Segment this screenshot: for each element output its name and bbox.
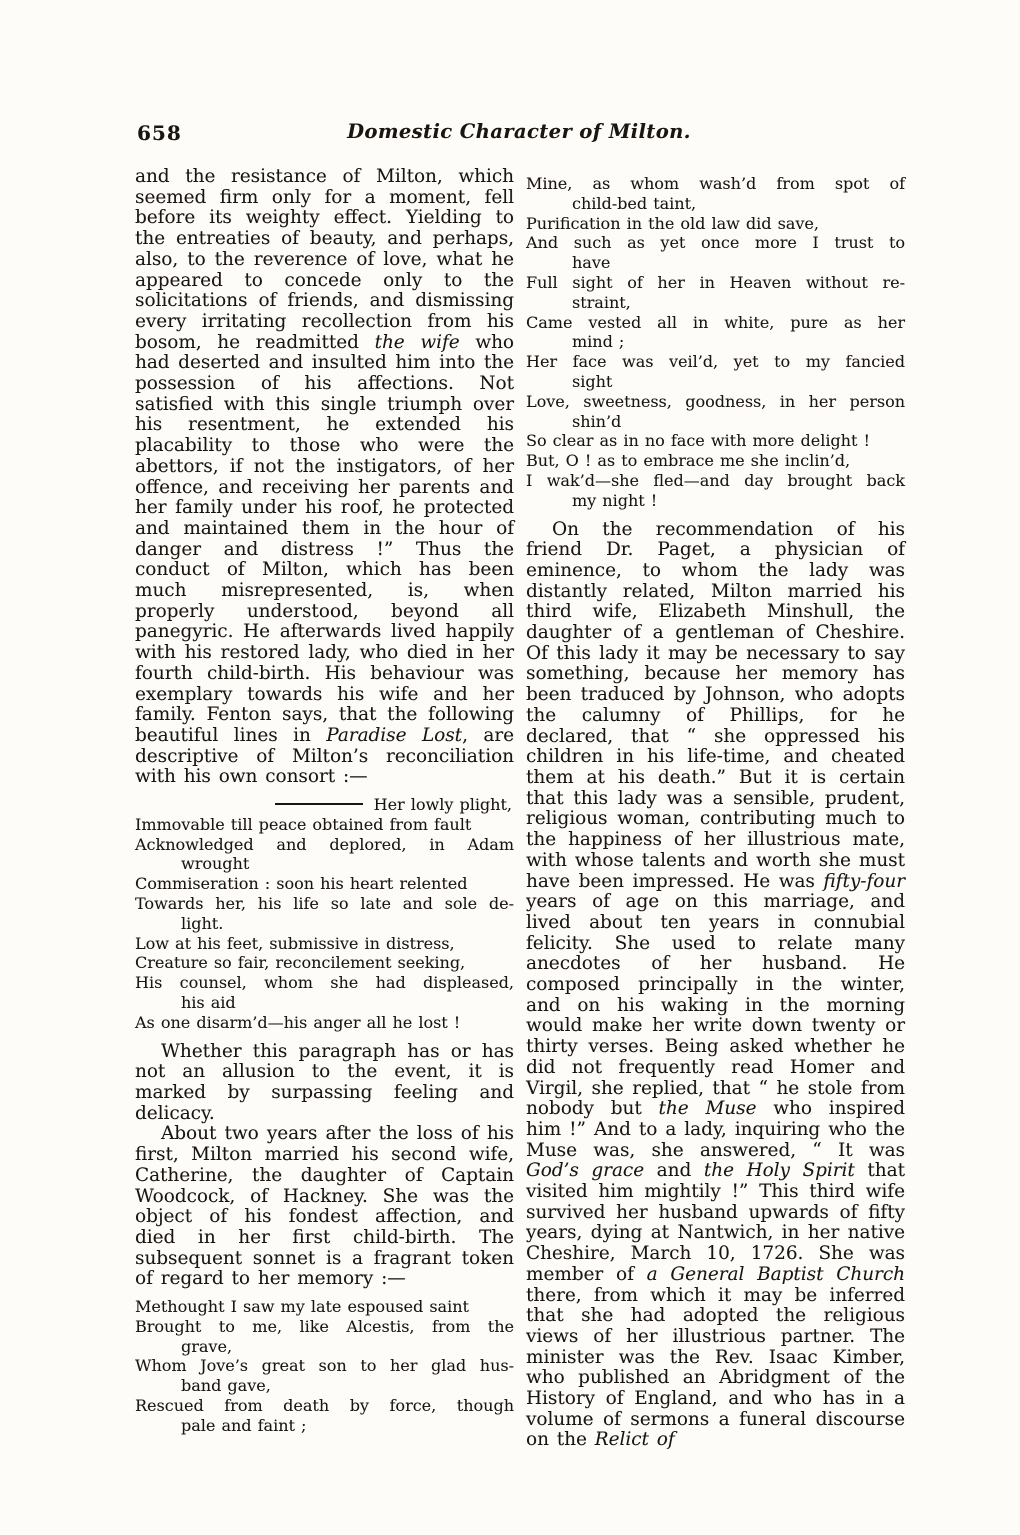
poem-line: his aid (181, 993, 236, 1013)
running-title: Domestic Character of Milton. (347, 120, 691, 143)
poem-line: grave, (181, 1336, 233, 1356)
poem-line: mind ; (572, 332, 625, 352)
poem-line: Brought to me, like Alcestis, from the (135, 1316, 514, 1336)
poem-line: Full sight of her in Heaven without re- (526, 272, 905, 292)
poem-line: His counsel, whom she had displeased, (135, 973, 514, 993)
page-number: 658 (137, 121, 182, 145)
text-body (135, 167, 905, 1451)
poem-line: Mine, as whom wash’d from spot of (526, 174, 905, 193)
poem-line: Methought I saw my late espoused saint (135, 1297, 469, 1317)
paragraph: and the resistance of Milton, which seemed firm only for a moment, fell before its weighty effect. Yielding to the entreaties of beauty, and perhaps, also, to the reverence of love, what he appeared to concede only to the solicitations of friends, and dismissing every irritating recollection from his bosom, he readmitted the wife who had deserted and insulted him into the possession of his affections. Not satisfied with this single triumph over his resentment, he extended his placability to those who were the abettors, if not the instigators, of her offence, and receiving her parents and her family under his roof, he protected and maintained them in the hour of danger and distress !” Thus the conduct of Milton, which has been much misrepresented, is, when properly understood, beyond all panegyric. He afterwards lived happily with his restored lady, who died in her fourth child-birth. His behaviour was exemplary towards his wife and her family. Fenton says, that the following beautiful lines in Paradise Lost, are descriptive of Milton’s reconciliation with his own consort :— (135, 166, 515, 788)
poem-line: But, O ! as to embrace me she inclin’d, (526, 451, 851, 471)
poem-line: As one disarm’d—his anger all he lost ! (135, 1012, 461, 1032)
poem-line: wrought (181, 854, 250, 874)
poem-line: Towards her, his life so late and sole de- (135, 894, 514, 914)
poem-line-with-rule: Her lowly plight, (135, 795, 514, 815)
paragraph: About two years after the loss of his first, Milton married his second wife, Catherine, the daughter of Captain Woodcock, of Hackney. She was the object of his fondest affection, and died in her first child-birth. The subsequent sonnet is a fragrant token of regard to her memory :— (135, 1123, 514, 1290)
poem-line: And such as yet once more I trust to (526, 233, 905, 253)
poem-line: Immovable till peace obtained from fault (135, 814, 472, 834)
inline-rule (275, 803, 363, 805)
poem-block (135, 795, 514, 1033)
poem-line: Came vested all in white, pure as her (526, 312, 905, 332)
poem-line: my night ! (572, 490, 658, 510)
poem-line: straint, (572, 292, 631, 312)
poem-block (135, 1297, 514, 1436)
page-header (135, 120, 903, 148)
poem-line: Purification in the old law did save, (526, 213, 819, 233)
poem-line: Commiseration : soon his heart relented (135, 874, 468, 894)
poem-line: light. (181, 913, 224, 933)
poem-line: band gave, (181, 1376, 271, 1396)
poem-line: pale and faint ; (181, 1415, 307, 1435)
poem-line: Acknowledged and deplored, in Adam (135, 834, 514, 854)
poem-line: Low at his feet, submissive in distress, (135, 933, 455, 953)
paragraph: On the recommendation of his friend Dr. Paget, a physician of eminence, to whom the lady was distantly related, Milton married his third wife, Elizabeth Minshull, the daughter of a gentleman of Cheshire. Of this lady it may be necessary to say something, because her memory has been traduced by Johnson, who adopts the calumny of Phillips, for he declared, that “ she oppressed his children in his life-time, and cheated them at his death.” But it is certain that this lady was a sensible, prudent, religious woman, contributing much to the happiness of her illustrious mate, with whose talents and worth she must have been impressed. He was fifty-four years of age on this marriage, and lived about ten years in connubial felicity. She used to relate many anecdotes of her husband. He composed principally in the winter, and on his waking in the morning would make her write down twenty or thirty verses. Being asked whether he did not frequently read Homer and Virgil, she replied, that “ he stole from nobody but the Muse who inspired him !” And to a lady, inquiring who the Muse was, she answered, “ It was God’s grace and the Holy Spirit that visited him mightily !” This third wife survived her husband upwards of fifty years, dying at Nantwich, in her native Cheshire, March 10, 1726. She was member of a General Baptist Church there, from which it may be inferred that she had adopted the religious views of her illustrious partner. The minister was the Rev. Isaac Kimber, who published an Abridgment of the History of England, and who has in a volume of sermons a funeral discourse on the Relict of (526, 518, 905, 1451)
poem-line: have (572, 253, 611, 273)
right-column (526, 167, 905, 1451)
poem-line: Rescued from death by force, though (135, 1396, 514, 1416)
poem-line: So clear as in no face with more delight ! (526, 431, 870, 451)
poem-line: Creature so fair, reconcilement seeking, (135, 953, 466, 973)
poem-line: I wak’d—she fled—and day brought back (526, 470, 905, 490)
poem-line: Whom Jove’s great son to her glad hus- (135, 1356, 514, 1376)
poem-line: Her face was veil’d, yet to my fancied (526, 352, 905, 372)
poem-block (526, 174, 905, 511)
poem-line: child-bed taint, (572, 193, 697, 213)
left-column (135, 167, 514, 1451)
poem-line: sight (572, 371, 613, 391)
paragraph: Whether this paragraph has or has not an allusion to the event, it is marked by surpassing feeling and delicacy. (135, 1040, 514, 1124)
poem-line: shin’d (572, 411, 622, 431)
poem-line: Love, sweetness, goodness, in her person (526, 391, 905, 411)
